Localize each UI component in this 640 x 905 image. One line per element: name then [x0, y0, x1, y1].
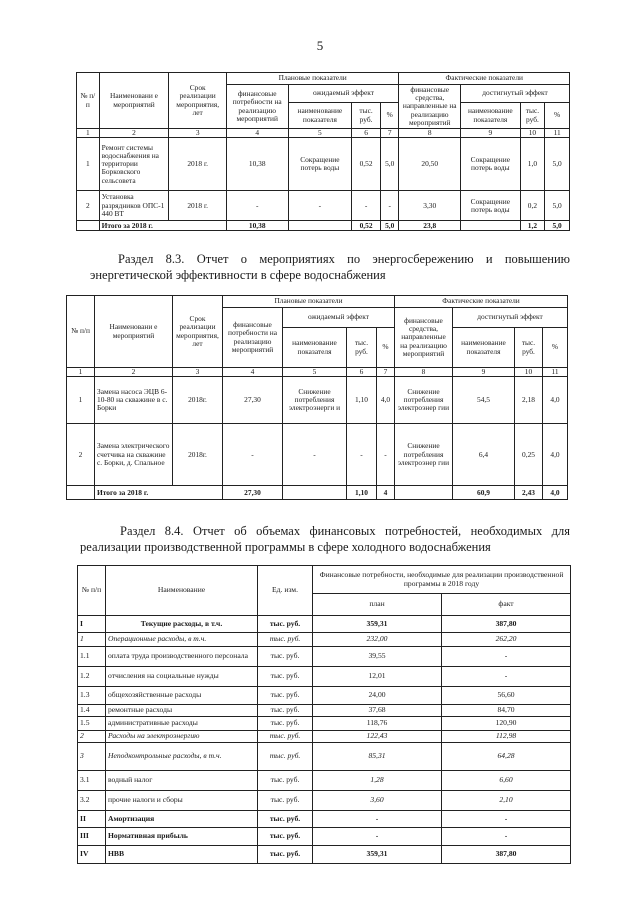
row-num: 1	[78, 633, 106, 647]
row-plan: -	[313, 811, 442, 828]
row-plan: 359,31	[313, 616, 442, 633]
colnum: 2	[95, 368, 173, 377]
plan-ind-header: наименование показателя	[283, 328, 347, 368]
plan-rub: -	[347, 424, 377, 486]
row-plan: 1,28	[313, 771, 442, 791]
fact-pct: 5,0	[545, 138, 570, 191]
total-fact-fin: 23,8	[399, 221, 461, 231]
row-fact: 120,90	[442, 717, 571, 731]
plan-fin-header: финансовые потребности на реализацию мероприятий	[223, 308, 283, 368]
fact-ind-header: наименование показателя	[453, 328, 515, 368]
energy-saving-table	[66, 295, 568, 500]
colnum: 1	[77, 129, 100, 138]
row-name: Операционные расходы, в т.ч.	[106, 633, 258, 647]
row-num: 1.4	[78, 705, 106, 717]
row-fact: 2,10	[442, 791, 571, 811]
plan-fin-header: финансовые потребности на реализацию мероприятий	[226, 85, 288, 129]
table-row	[67, 424, 568, 486]
table-row	[78, 647, 571, 667]
row-unit: тыс. руб.	[258, 791, 313, 811]
financial-needs-table	[77, 565, 571, 864]
total-plan-pct: 5,0	[380, 221, 398, 231]
row-name: НВВ	[106, 846, 258, 864]
column-number-row	[67, 368, 568, 377]
plan-rub-header: тыс. руб.	[347, 328, 377, 368]
fact-pct-header: %	[545, 103, 570, 129]
fact-rub: 1,0	[520, 138, 545, 191]
row-name: Расходы на электроэнергию	[106, 731, 258, 743]
row-plan: 37,68	[313, 705, 442, 717]
section-heading-8-4: Раздел 8.4. Отчет об объемах финансовых потребностей, необходимых для реализации производственной программы в сфере холодного водоснабжения	[80, 524, 570, 554]
plan-pct: 4,0	[377, 377, 395, 424]
fact-rub: 0,25	[515, 424, 543, 486]
row-fact: 56,60	[442, 687, 571, 705]
plan-header: план	[313, 594, 442, 616]
colnum: 4	[223, 368, 283, 377]
total-label: Итого за 2018 г.	[99, 221, 226, 231]
plan-pct: 5,0	[380, 138, 398, 191]
fact-ind: Снижение потребления электроэнер гии	[395, 424, 453, 486]
plan-rub: 0,52	[352, 138, 381, 191]
row-plan: 12,01	[313, 667, 442, 687]
row-num: 1	[67, 377, 95, 424]
fact-fin: 6,4	[453, 424, 515, 486]
fact-fin: 20,50	[399, 138, 461, 191]
row-fact: 6,60	[442, 771, 571, 791]
row-unit: тыс. руб.	[258, 731, 313, 743]
total-plan-pct: 4	[377, 486, 395, 500]
total-label: Итого за 2018 г.	[95, 486, 223, 500]
table-row	[78, 705, 571, 717]
fact-pct-header: %	[543, 328, 568, 368]
row-name: Текущие расходы, в т.ч.	[106, 616, 258, 633]
plan-fin: -	[223, 424, 283, 486]
row-unit: тыс. руб.	[258, 687, 313, 705]
col-unit-header: Ед. изм.	[258, 566, 313, 616]
row-unit: тыс. руб.	[258, 828, 313, 846]
colnum: 9	[461, 129, 521, 138]
colnum: 8	[399, 129, 461, 138]
total-row	[67, 486, 568, 500]
row-name: оплата труда производственного персонала	[106, 647, 258, 667]
fact-ind: Снижение потребления электроэнер гии	[395, 377, 453, 424]
actual-header: Фактические показатели	[399, 73, 570, 85]
row-unit: тыс. руб.	[258, 667, 313, 687]
plan-rub: 1,10	[347, 377, 377, 424]
col-name-header: Наименование	[106, 566, 258, 616]
fact-pct: 4,0	[543, 377, 568, 424]
row-plan: 3,60	[313, 791, 442, 811]
measures-report-table	[76, 72, 570, 231]
total-plan-rub: 1,10	[347, 486, 377, 500]
row-plan: 359,31	[313, 846, 442, 864]
row-num: III	[78, 828, 106, 846]
section-heading-8-3: Раздел 8.3. Отчет о мероприятиях по энергосбережению и повышению энергетической эффективности в сфере водоснабжения	[90, 252, 570, 282]
colnum: 3	[173, 368, 223, 377]
row-plan: -	[313, 828, 442, 846]
col-num-header: № п/п	[67, 296, 95, 368]
row-num: 1.5	[78, 717, 106, 731]
total-plan-rub: 0,52	[352, 221, 381, 231]
table-row	[67, 377, 568, 424]
row-unit: тыс. руб.	[258, 743, 313, 771]
colnum: 5	[283, 368, 347, 377]
colnum: 1	[67, 368, 95, 377]
total-fact-rub: 2,43	[515, 486, 543, 500]
total-fact-pct: 4,0	[543, 486, 568, 500]
row-num: 2	[78, 731, 106, 743]
plan-rub-header: тыс. руб.	[352, 103, 381, 129]
row-num: II	[78, 811, 106, 828]
row-fact: 112,98	[442, 731, 571, 743]
plan-effect-header: ожидаемый эффект	[283, 308, 395, 328]
table-row	[78, 743, 571, 771]
fact-rub: 2,18	[515, 377, 543, 424]
row-num: 1	[77, 138, 100, 191]
colnum: 6	[352, 129, 381, 138]
row-num: 1.1	[78, 647, 106, 667]
row-name: отчисления на социальные нужды	[106, 667, 258, 687]
row-num: 3.2	[78, 791, 106, 811]
page-number: 5	[316, 38, 324, 53]
row-plan: 118,76	[313, 717, 442, 731]
row-fact: 64,28	[442, 743, 571, 771]
colnum: 9	[453, 368, 515, 377]
colnum: 8	[395, 368, 453, 377]
row-name: Амортизация	[106, 811, 258, 828]
row-fact: -	[442, 647, 571, 667]
planned-header: Плановые показатели	[226, 73, 399, 85]
row-unit: тыс. руб.	[258, 771, 313, 791]
fact-effect-header: достигнутый эффект	[461, 85, 570, 103]
row-name: Нормативная прибыль	[106, 828, 258, 846]
measure-name: Установка разрядников ОПС-1 440 ВТ	[99, 191, 169, 221]
colnum: 4	[226, 129, 288, 138]
total-fact-rub: 1,2	[520, 221, 545, 231]
plan-rub: -	[352, 191, 381, 221]
measure-term: 2018г.	[173, 377, 223, 424]
fact-fin: 3,30	[399, 191, 461, 221]
plan-ind: Сокращение потерь воды	[288, 138, 352, 191]
planned-header: Плановые показатели	[223, 296, 395, 308]
table-row	[78, 717, 571, 731]
row-unit: тыс. руб.	[258, 705, 313, 717]
plan-ind: -	[283, 424, 347, 486]
fact-effect-header: достигнутый эффект	[453, 308, 568, 328]
row-name: водный налог	[106, 771, 258, 791]
row-name: ремонтные расходы	[106, 705, 258, 717]
col-num-header: № п/п	[77, 73, 100, 129]
plan-pct: -	[377, 424, 395, 486]
total-row	[77, 221, 570, 231]
row-plan: 232,00	[313, 633, 442, 647]
row-num: I	[78, 616, 106, 633]
colnum: 11	[543, 368, 568, 377]
plan-fin: 10,38	[226, 138, 288, 191]
row-num: 2	[77, 191, 100, 221]
table-row	[78, 828, 571, 846]
table-row	[78, 616, 571, 633]
plan-ind: -	[288, 191, 352, 221]
colnum: 3	[169, 129, 227, 138]
total-plan-fin: 10,38	[226, 221, 288, 231]
plan-effect-header: ожидаемый эффект	[288, 85, 399, 103]
row-fact: 387,80	[442, 616, 571, 633]
row-num: 3.1	[78, 771, 106, 791]
col-name-header: Наименовани е мероприятий	[95, 296, 173, 368]
table-row	[77, 138, 570, 191]
row-plan: 85,31	[313, 743, 442, 771]
row-unit: тыс. руб.	[258, 647, 313, 667]
fact-rub-header: тыс. руб.	[515, 328, 543, 368]
row-num: IV	[78, 846, 106, 864]
row-fact: -	[442, 811, 571, 828]
row-fact: 262,20	[442, 633, 571, 647]
fact-fin: 54,5	[453, 377, 515, 424]
fact-rub: 0,2	[520, 191, 545, 221]
row-name: административные расходы	[106, 717, 258, 731]
table-row	[78, 811, 571, 828]
colnum: 11	[545, 129, 570, 138]
fact-header: факт	[442, 594, 571, 616]
row-unit: тыс. руб.	[258, 717, 313, 731]
total-fact-pct: 5,0	[545, 221, 570, 231]
measure-name: Замена насоса ЭЦВ 6-10-80 на скважине в с. Борки	[95, 377, 173, 424]
row-fact: -	[442, 828, 571, 846]
fact-ind-header: наименование показателя	[461, 103, 521, 129]
fin-needs-header: Финансовые потребности, необходимые для реализации производственной программы в 2018 году	[313, 566, 571, 594]
row-unit: тыс. руб.	[258, 616, 313, 633]
table-row	[78, 667, 571, 687]
table-row	[78, 731, 571, 743]
fact-pct: 5,0	[545, 191, 570, 221]
col-num-header: № п/п	[78, 566, 106, 616]
total-fact-fin: 60,9	[453, 486, 515, 500]
colnum: 10	[515, 368, 543, 377]
table-row	[78, 633, 571, 647]
colnum: 7	[380, 129, 398, 138]
measure-name: Ремонт системы водоснабжения на территории Борковского сельсовета	[99, 138, 169, 191]
row-name: прочие налоги и сборы	[106, 791, 258, 811]
col-term-header: Срок реализации мероприятия, лет	[173, 296, 223, 368]
column-number-row	[77, 129, 570, 138]
fact-pct: 4,0	[543, 424, 568, 486]
colnum: 5	[288, 129, 352, 138]
table-row	[78, 846, 571, 864]
row-num: 1.2	[78, 667, 106, 687]
row-num: 3	[78, 743, 106, 771]
col-name-header: Наименовани е мероприятий	[99, 73, 169, 129]
table-row	[78, 687, 571, 705]
row-name: Неподконтрольные расходы, в т.ч.	[106, 743, 258, 771]
total-plan-fin: 27,30	[223, 486, 283, 500]
row-num: 1.3	[78, 687, 106, 705]
plan-fin: 27,30	[223, 377, 283, 424]
colnum: 7	[377, 368, 395, 377]
measure-term: 2018 г.	[169, 138, 227, 191]
fact-ind: Сокращение потерь воды	[461, 138, 521, 191]
row-fact: -	[442, 667, 571, 687]
plan-ind-header: наименование показателя	[288, 103, 352, 129]
measure-name: Замена электрического счетчика на скважине с. Борки, д. Спальное	[95, 424, 173, 486]
table-row	[78, 771, 571, 791]
colnum: 10	[520, 129, 545, 138]
fact-fin-header: финансовые средства, направленные на реализацию мероприятий	[395, 308, 453, 368]
actual-header: Фактические показатели	[395, 296, 568, 308]
plan-pct-header: %	[377, 328, 395, 368]
plan-ind: Снижение потребления электроэнерги и	[283, 377, 347, 424]
measure-term: 2018 г.	[169, 191, 227, 221]
table-row	[77, 191, 570, 221]
row-fact: 387,80	[442, 846, 571, 864]
row-plan: 24,00	[313, 687, 442, 705]
row-fact: 84,70	[442, 705, 571, 717]
col-term-header: Срок реализации мероприятия, лет	[169, 73, 227, 129]
row-name: общехозяйственные расходы	[106, 687, 258, 705]
fact-ind: Сокращение потерь воды	[461, 191, 521, 221]
measure-term: 2018г.	[173, 424, 223, 486]
plan-fin: -	[226, 191, 288, 221]
fact-rub-header: тыс. руб.	[520, 103, 545, 129]
table-row	[78, 791, 571, 811]
row-unit: тыс. руб.	[258, 633, 313, 647]
colnum: 2	[99, 129, 169, 138]
colnum: 6	[347, 368, 377, 377]
row-plan: 122,43	[313, 731, 442, 743]
row-plan: 39,55	[313, 647, 442, 667]
row-num: 2	[67, 424, 95, 486]
row-unit: тыс. руб.	[258, 811, 313, 828]
plan-pct-header: %	[380, 103, 398, 129]
row-unit: тыс. руб.	[258, 846, 313, 864]
plan-pct: -	[380, 191, 398, 221]
fact-fin-header: финансовые средства, направленные на реализацию мероприятий	[399, 85, 461, 129]
